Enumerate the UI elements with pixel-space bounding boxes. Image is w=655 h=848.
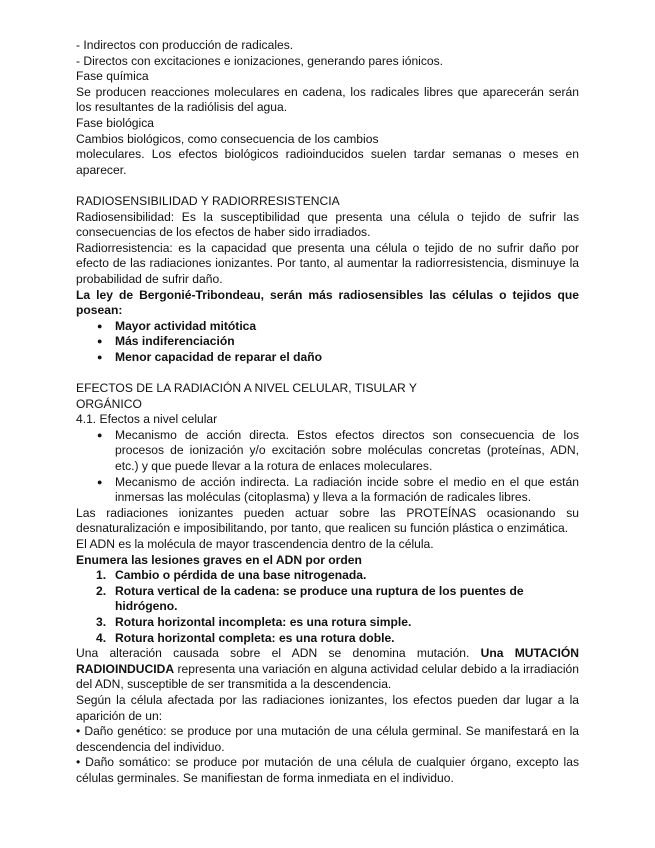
paragraph: Las radiaciones ionizantes pueden actuar sobre las PROTEÍNAS ocasionando su desnaturalización e imposibilitando, por tanto, que realicen su función plástica o enzimática.: [76, 505, 579, 536]
list-text: Rotura horizontal incompleta: es una rotura simple.: [115, 614, 412, 629]
bold-span: Una MUTACIÓN RADIOINDUCIDA: [76, 646, 579, 676]
list-item: [76, 631, 579, 647]
paragraph-ley: La ley de Bergonié-Tribondeau, serán más radiosensibles las células o tejidos que posean:: [76, 287, 579, 318]
text-line: El ADN es la molécula de mayor trascendencia dentro de la célula.: [76, 537, 434, 551]
list-item: ● Más indiferenciación: [76, 334, 579, 350]
list-text: Rotura horizontal completa: es una rotura doble.: [115, 630, 395, 645]
text-line: Cambios biológicos, como consecuencia de los cambios: [76, 131, 379, 146]
list-item: [76, 584, 579, 615]
list-number: 4.: [96, 630, 107, 645]
paragraph: • Daño somático: se produce por mutación de una célula de cualquier órgano, excepto las células germinales. Se manifiestan de forma inmediata en el individuo.: [76, 755, 579, 785]
list-number: 1.: [96, 568, 107, 583]
section-title: Fase biológica: [76, 115, 154, 130]
paragraph: moleculares. Los efectos biológicos radioinducidos suelen tardar semanas o meses en aparecer.: [76, 147, 579, 177]
heading-efectos: EFECTOS DE LA RADIACIÓN A NIVEL CELULAR, TISULAR Y: [76, 381, 417, 396]
paragraph: • Daño genético: se produce por una mutación de una célula germinal. Se manifestará en la descendencia del individuo.: [76, 724, 579, 754]
paragraph: Radiosensibilidad: Es la susceptibilidad que presenta una célula o tejido de sufrir las consecuencias de los efectos de haber sido irradiados.: [76, 209, 579, 240]
section-title: Fase química: [76, 69, 149, 84]
list-item: [76, 615, 579, 631]
spacer: [76, 178, 579, 194]
text-span: representa una variación en alguna actividad celular debido a la irradiación del ADN, susceptible de ser transmitida a la descendencia.: [76, 661, 579, 692]
paragraph: Radiorresistencia: es la capacidad que presenta una célula o tejido de no sufrir daño por efecto de las radiaciones ionizantes. Por tanto, al aumentar la radiorresistencia, disminuye la probabilidad de sufrir daño.: [76, 240, 579, 286]
paragraph-mutacion: [76, 646, 579, 693]
heading-efectos: ORGÁNICO: [76, 396, 142, 411]
list-number: 3.: [96, 614, 107, 629]
heading-radiosensibilidad: RADIOSENSIBILIDAD Y RADIORRESISTENCIA: [76, 193, 340, 208]
text-line: - Directos con excitaciones e ionizaciones, generando pares iónicos.: [76, 53, 444, 68]
list-item: ● Menor capacidad de reparar el daño: [76, 350, 579, 366]
list-item: ● Mecanismo de acción directa. Estos efectos directos son consecuencia de los procesos de ionización y/o excitación sobre moléculas concretas (proteínas, ADN, etc.) y que puede llevar a la rotura de enlaces moleculares.: [76, 428, 579, 475]
spacer: [76, 365, 579, 381]
bullet-list: [76, 319, 579, 366]
text-line: - Indirectos con producción de radicales.: [76, 38, 294, 52]
list-item: ● Mecanismo de acción indirecta. La radiación incide sobre el medio en el que están inmersas las moléculas (citoplasma) y lleva a la formación de radicales libres.: [76, 475, 579, 506]
paragraph: Se producen reacciones moleculares en cadena, los radicales libres que aparecerán serán los resultantes de la radiólisis del agua.: [76, 84, 579, 115]
numbered-list: [76, 568, 579, 646]
list-item: ● Mayor actividad mitótica: [76, 319, 579, 335]
list-item: [76, 568, 579, 584]
subheading: 4.1. Efectos a nivel celular: [76, 412, 218, 427]
list-text: Cambio o pérdida de una base nitrogenada.: [115, 568, 367, 583]
text-span: Una alteración causada sobre el ADN se denomina mutación.: [76, 646, 470, 661]
bullet-list: [76, 428, 579, 506]
list-text: Rotura vertical de la cadena: se produce una ruptura de los puentes de hidrógeno.: [115, 583, 524, 614]
paragraph: Según la célula afectada por las radiaciones ionizantes, los efectos pueden dar lugar a la aparición de un:: [76, 692, 579, 723]
lesiones-title: Enumera las lesiones graves en el ADN por orden: [76, 552, 362, 567]
list-number: 2.: [96, 583, 107, 598]
